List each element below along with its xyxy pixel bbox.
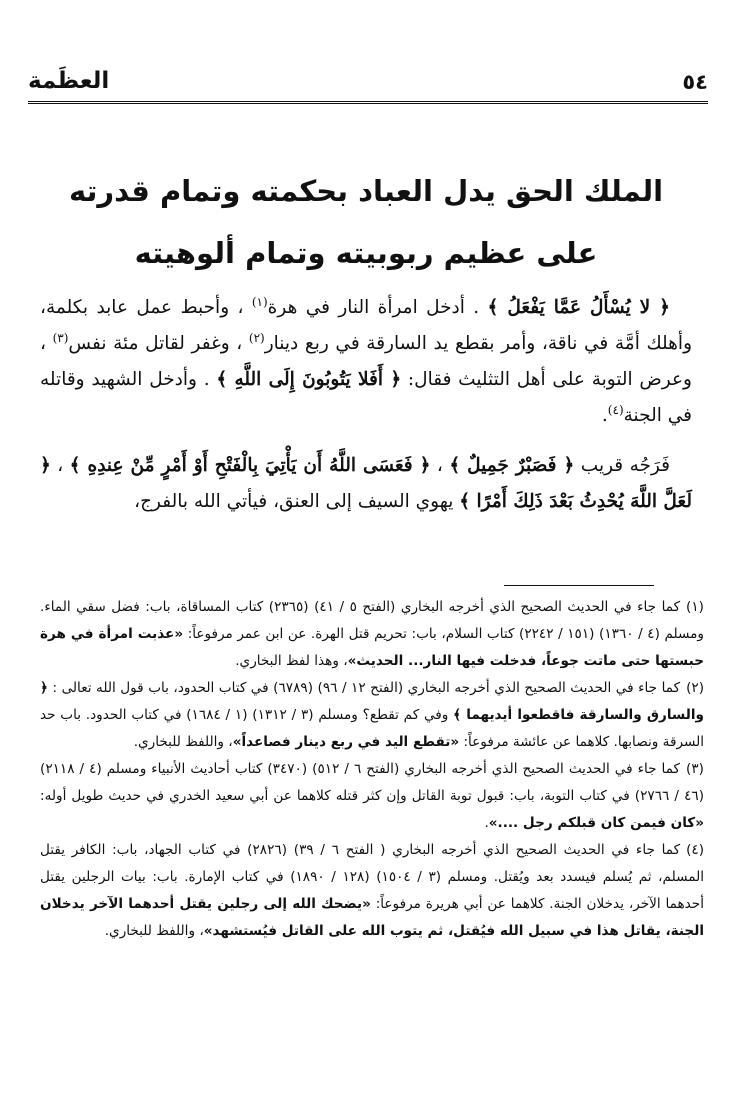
body-paragraph-1 <box>40 290 692 434</box>
body-text: . وأدخل الشهيد وقاتله في الجنة <box>40 369 692 426</box>
footnote-number: (١) <box>686 599 704 615</box>
body-text: ، وأحبط عمل عابد بكلمة، وأهلك أمَّة في ناقة، وأمر بقطع يد السارقة في ربع دينار <box>40 297 693 354</box>
footnote-ref-2[interactable]: (٢) <box>248 330 265 345</box>
body-text: يهوي السيف إلى العنق، فيأتي الله بالفرج، <box>134 491 460 512</box>
chapter-title <box>40 160 692 284</box>
quran-verse: ﴿ فَعَسَى اللَّهُ أَن يَأْتِيَ بِالْفَتْحِ أَوْ أَمْرٍ مِّنْ عِندِهِ ﴾ <box>69 455 431 476</box>
footnote-3 <box>40 756 704 837</box>
footnote-number: (٤) <box>686 842 704 858</box>
hadith-quote: «تقطع اليد في ربع دينار فصاعداً» <box>232 734 460 750</box>
footnote-4 <box>40 837 704 945</box>
chapter-title-line-2: على عظيم ربوبيته وتمام ألوهيته <box>134 236 598 270</box>
footnote-separator <box>504 585 654 586</box>
main-body <box>40 290 692 534</box>
footnote-2 <box>40 675 704 756</box>
running-header <box>28 66 708 100</box>
footnote-text: كما جاء في الحديث الصحيح الذي أخرجه البخاري (الفتح ٥ / ٤١) (٢٣٦٥) كتاب المساقاة، باب: فضل سقي الماء. ومسلم (٤ / ١٣٦٠) (١٥١ / ٢٢٤٢) كتاب السلام، باب: تحريم قتل الهرة. عن ابن عمر مرفوعاً: <box>40 599 704 642</box>
footnote-text: ، واللفظ للبخاري. <box>133 734 233 750</box>
footnote-text: ، وهذا لفظ البخاري. <box>235 653 348 669</box>
footnote-1 <box>40 594 704 675</box>
footnotes <box>40 594 704 945</box>
footnote-text: كما جاء في الحديث الصحيح الذي أخرجه البخاري (الفتح ٦ / ٥١٢) (٣٤٧٠) كتاب أحاديث الأنبياء ومسلم (٤ / ٢١١٨) (٤٦ / ٢٧٦٦) في كتاب التوبة، باب: قبول توبة القاتل وإن كثر قتله كلاهما عن أبي سعيد الخدري في حديث طويل أوله: <box>40 761 704 804</box>
hadith-quote: «كان فيمن كان قبلكم رجل ....» <box>488 815 704 831</box>
footnote-text: كما جاء في الحديث الصحيح الذي أخرجه البخاري ( الفتح ٦ / ٣٩) (٢٨٢٦) في كتاب الجهاد، باب: الكافر يقتل المسلم، ثم يُسلم فيسدد بعد ويُقتل. ومسلم (٣ / ١٥٠٤) (١٢٨ / ١٨٩٠) في كتاب الإمارة. باب: بيات الرجلين يقتل أحدهما الآخر، يدخلان الجنة. كلاهما عن أبي هريرة مرفوعاً: <box>40 842 704 912</box>
running-header-title: العظَمة <box>28 68 110 94</box>
footnote-number: (٢) <box>686 680 704 696</box>
footnote-text: ، واللفظ للبخاري. <box>104 923 204 939</box>
chapter-title-line-1: الملك الحق يدل العباد بحكمته وتمام قدرته <box>68 174 664 208</box>
body-text: ، <box>430 455 450 476</box>
quran-verse: ﴿ فَصَبْرٌ جَمِيلٌ ﴾ <box>449 455 575 476</box>
footnote-text: وفي كم تقطع؟ ومسلم (٣ / ١٣١٢) (١ / ١٦٨٤) في كتاب الحدود. باب حد السرقة ونصابها. كلاهما عن عائشة مرفوعاً: <box>40 707 704 750</box>
body-text: . أدخل امرأة النار في هرة <box>267 297 488 318</box>
footnote-text: . <box>484 815 489 831</box>
quran-quote: ﴿ والسارق والسارقة فاقطعوا أيديهما ﴾ <box>40 680 704 723</box>
body-paragraph-2 <box>40 448 692 520</box>
footnote-number: (٣) <box>686 761 704 777</box>
body-text: . <box>601 405 608 426</box>
quran-verse: ﴿ لا يُسْأَلُ عَمَّا يَفْعَلُ ﴾ <box>487 297 670 318</box>
footnote-ref-3[interactable]: (٣) <box>52 330 69 345</box>
page-number: ٥٤ <box>682 70 708 94</box>
hadith-quote: «عذبت امرأة في هرة حبستها حتى ماتت جوعاً، فدخلت فيها النار... الحديث» <box>40 626 704 669</box>
header-rule <box>28 101 708 104</box>
quran-verse: ﴿ أَفَلا يَتُوبُونَ إِلَى اللَّهِ ﴾ <box>216 369 402 390</box>
body-text: ، وغفر لقاتل مئة نفس <box>68 333 249 354</box>
footnote-ref-4[interactable]: (٤) <box>607 402 624 417</box>
body-text: ، <box>50 455 70 476</box>
hadith-quote: «يضحك الله إلى رجلين يقتل أحدهما الآخر يدخلان الجنة، يقاتل هذا في سبيل الله فيُقتل، ثم يتوب الله على القاتل فيُستشهد» <box>40 896 704 939</box>
body-text: ، وعرض التوبة على أهل التثليث فقال: <box>40 333 692 390</box>
footnote-text: كما جاء في الحديث الصحيح الذي أخرجه البخاري (الفتح ١٢ / ٩٦) (٦٧٨٩) في كتاب الحدود، باب قول الله تعالى : <box>47 680 681 696</box>
footnote-ref-1[interactable]: (١) <box>251 294 268 309</box>
body-text: فَرَجُه قريب <box>574 455 670 476</box>
quran-verse: ﴿ لَعَلَّ اللَّهَ يُحْدِثُ بَعْدَ ذَلِكَ أَمْرًا ﴾ <box>40 455 692 512</box>
